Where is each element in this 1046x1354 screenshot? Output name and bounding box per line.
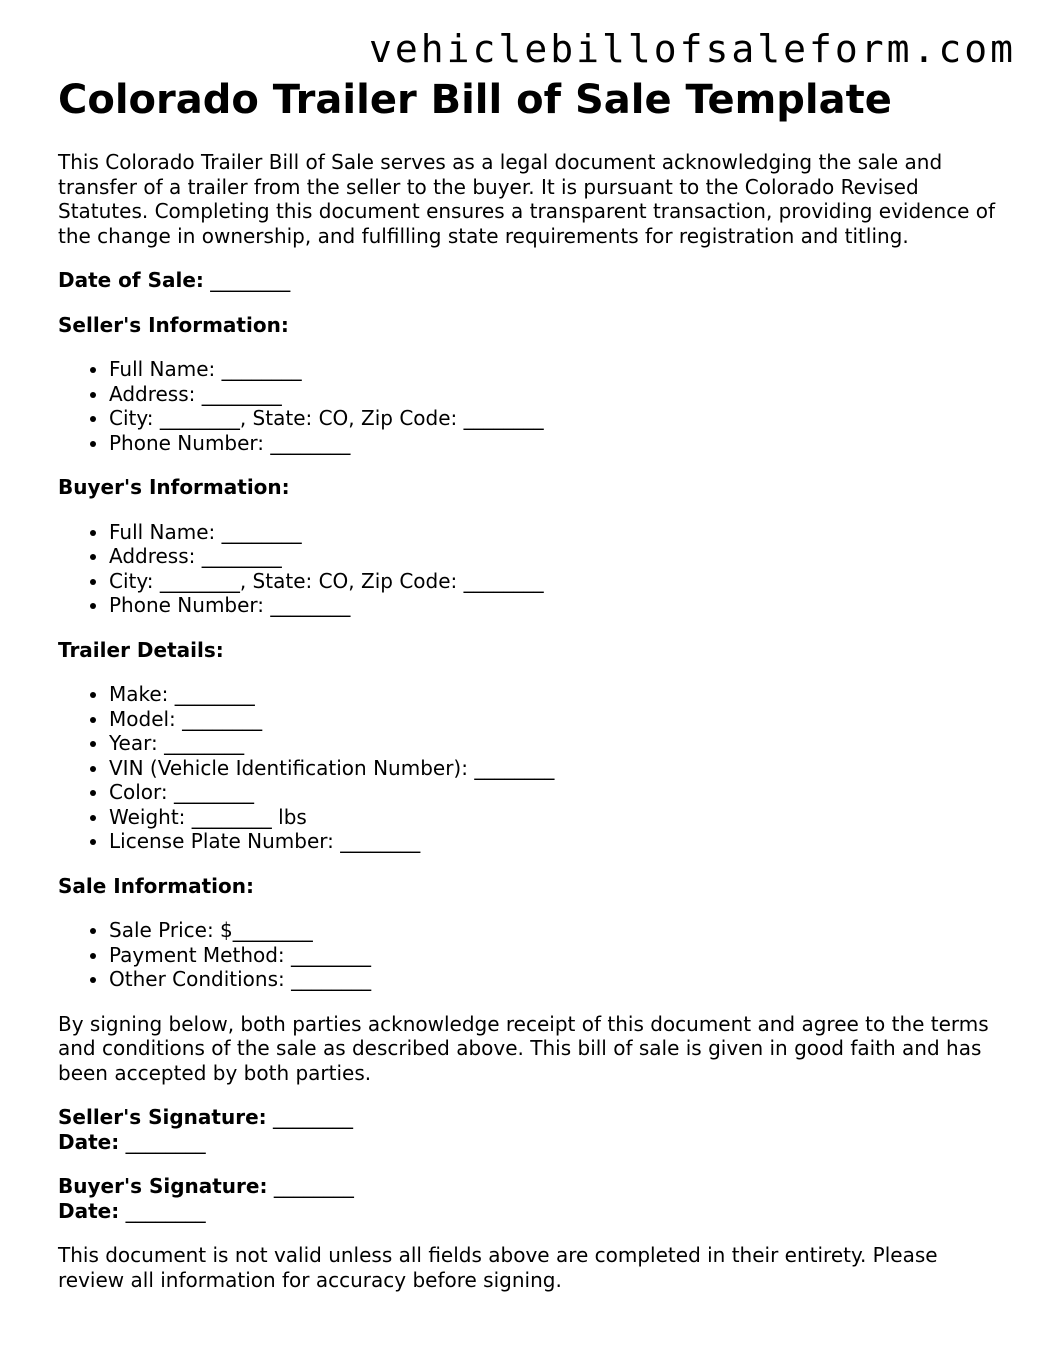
seller-date-line [58, 1130, 1003, 1155]
buyer-signature-label: Buyer's Signature: [58, 1174, 268, 1198]
site-watermark: vehiclebillofsaleform.com [369, 27, 1016, 71]
date-of-sale-label: Date of Sale: [58, 268, 204, 292]
list-item: • City: ________, State: CO, Zip Code: ________ [109, 406, 1003, 431]
list-item: • License Plate Number: ________ [109, 829, 1003, 854]
buyer-date-label: Date: [58, 1198, 120, 1223]
trailer-heading: Trailer Details: [58, 637, 224, 662]
document-page [58, 76, 1003, 1312]
list-item: • Address: ________ [109, 544, 1003, 569]
document-title: Colorado Trailer Bill of Sale Template [58, 77, 892, 123]
list-item: • Full Name: ________ [109, 357, 1003, 382]
list-item: • Year: ________ [109, 731, 1003, 756]
footer-paragraph: This document is not valid unless all fields above are completed in their entirety. Please review all information for accuracy before signing. [58, 1243, 938, 1292]
list-item: • City: ________, State: CO, Zip Code: ________ [109, 569, 1003, 594]
agreement-paragraph: By signing below, both parties acknowledge receipt of this document and agree to the terms and conditions of the sale as described above. This bill of sale is given in good faith and has been accepted by both parties. [58, 1011, 989, 1085]
list-item: • Phone Number: ________ [109, 431, 1003, 456]
buyer-signature-block [58, 1174, 1003, 1223]
trailer-details-list [58, 682, 1003, 854]
seller-signature-blank: ________ [266, 1105, 353, 1129]
buyer-heading: Buyer's Information: [58, 475, 290, 499]
list-item: • Full Name: ________ [109, 520, 1003, 545]
seller-date-label: Date: [58, 1129, 120, 1154]
seller-info-list [58, 357, 1003, 455]
buyer-date-blank: ________ [119, 1198, 206, 1223]
seller-heading: Seller's Information: [58, 312, 289, 337]
list-item: • Model: ________ [109, 707, 1003, 732]
sale-info-list [58, 918, 1003, 992]
date-of-sale-blank: ________ [203, 268, 291, 292]
list-item: • Address: ________ [109, 382, 1003, 407]
buyer-signature-blank: ________ [267, 1174, 354, 1198]
list-item: • VIN (Vehicle Identification Number): ________ [109, 756, 1003, 781]
list-item: • Phone Number: ________ [109, 593, 1003, 618]
seller-signature-line [58, 1105, 1003, 1130]
date-of-sale-line [58, 268, 1003, 293]
intro-paragraph: This Colorado Trailer Bill of Sale serves as a legal document acknowledging the sale and transfer of a trailer from the seller to the buyer. It is pursuant to the Colorado Revised Statutes. Completing this document ensures a transparent transaction, providing evidence of the change in ownership, and fulfilling state requirements for registration and titling. [58, 150, 996, 248]
list-item: • Weight: ________ lbs [109, 805, 1003, 830]
seller-date-blank: ________ [119, 1129, 206, 1154]
buyer-date-line [58, 1199, 1003, 1224]
buyer-info-list [58, 520, 1003, 618]
list-item: • Other Conditions: ________ [109, 967, 1003, 992]
sale-heading: Sale Information: [58, 873, 254, 898]
list-item: • Color: ________ [109, 780, 1003, 805]
seller-signature-label: Seller's Signature: [58, 1105, 267, 1129]
buyer-signature-line [58, 1174, 1003, 1199]
list-item: • Payment Method: ________ [109, 943, 1003, 968]
list-item: • Sale Price: $________ [109, 918, 1003, 943]
seller-signature-block [58, 1105, 1003, 1154]
list-item: • Make: ________ [109, 682, 1003, 707]
